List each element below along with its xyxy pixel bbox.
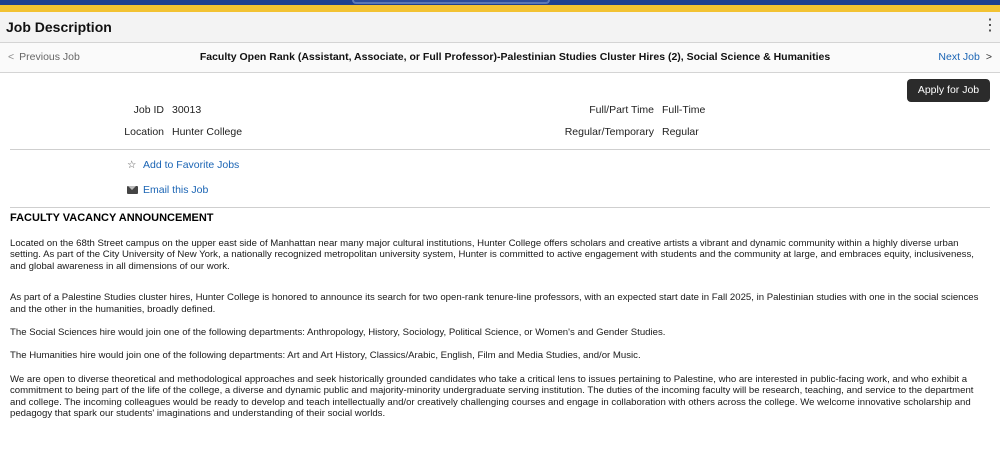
kebab-menu-icon[interactable]: ⋮ bbox=[982, 17, 998, 34]
location-value: Hunter College bbox=[172, 126, 243, 138]
description-paragraph: The Humanities hire would join one of the following departments: Art and Art History, Classics/Arabic, English, Film and Media Studies, and/or Music. bbox=[10, 350, 641, 362]
job-id-value: 30013 bbox=[172, 104, 202, 116]
envelope-icon bbox=[127, 186, 138, 194]
next-job-link[interactable] bbox=[938, 51, 992, 63]
description-paragraph: We are open to diverse theoretical and methodological approaches and seek historically grounded candidates who take a critical lens to issues pertaining to Palestine, who are interested in public-facing work, and who exhibit a commitment to being part of the life of the college, a diverse and dynamic public and majority-minority undergraduate serving institution. The duties of the incoming faculty will be research, teaching, and service to the department and college. The incoming colleagues would be ready to develop and teach intellectually and/or creatively challenging courses and engage in collaboration with others across the college. We welcome innovative scholarship and pedagogy that spark our students' imaginations and understanding of their social worlds. bbox=[10, 373, 974, 420]
chevron-left-icon: < bbox=[8, 51, 15, 63]
description-paragraph: The Social Sciences hire would join one of the following departments: Anthropology, History, Sociology, Political Science, or Women's and Gender Studies. bbox=[10, 327, 666, 339]
regular-temporary-label: Regular/Temporary bbox=[564, 126, 654, 138]
full-part-time-value: Full-Time bbox=[662, 104, 706, 116]
description-paragraph: As part of a Palestine Studies cluster hires, Hunter College is honored to announce its search for two open-rank tenure-line professors, with an expected start date in Fall 2025, in Palestinian studies with one in the social sciences and the other in the humanities, broadly defined. bbox=[10, 292, 979, 315]
page-header bbox=[0, 12, 1000, 43]
star-icon: ☆ bbox=[127, 159, 137, 171]
previous-job-link[interactable] bbox=[8, 51, 80, 63]
announcement-heading: FACULTY VACANCY ANNOUNCEMENT bbox=[10, 212, 214, 224]
next-job-label: Next Job bbox=[938, 51, 980, 63]
full-part-time-label: Full/Part Time bbox=[589, 104, 654, 116]
add-to-favorite-jobs-link[interactable] bbox=[127, 159, 239, 171]
browser-tab-edge bbox=[352, 0, 550, 4]
favorite-label: Add to Favorite Jobs bbox=[143, 159, 240, 171]
job-navigation-bar bbox=[0, 43, 1000, 73]
regular-temporary-value: Regular bbox=[662, 126, 699, 138]
job-title: Faculty Open Rank (Assistant, Associate, or Full Professor)-Palestinian Studies Cluster Hires (2), Social Science & Humanities bbox=[199, 51, 831, 63]
chevron-right-icon: > bbox=[985, 51, 992, 63]
brand-stripe bbox=[0, 0, 1000, 12]
email-this-job-link[interactable] bbox=[127, 184, 208, 196]
previous-job-label: Previous Job bbox=[19, 51, 80, 63]
email-label: Email this Job bbox=[143, 184, 209, 196]
apply-for-job-button[interactable]: Apply for Job bbox=[907, 79, 990, 102]
description-paragraph: Located on the 68th Street campus on the upper east side of Manhattan near many major cultural institutions, Hunter College offers scholars and creative artists a vibrant and dynamic community within a highly diverse urban setting. As part of the City University of New York, a nationally recognized metropolitan university system, Hunter is committed to active engagement with students and the community at large, and embraces equity, inclusiveness, and global awareness in all dimensions of our work. bbox=[10, 238, 974, 272]
divider bbox=[10, 149, 990, 150]
job-id-label: Job ID bbox=[133, 104, 164, 116]
divider bbox=[10, 207, 990, 208]
page-title: Job Description bbox=[6, 19, 112, 35]
location-label: Location bbox=[124, 126, 164, 138]
job-description-content bbox=[10, 212, 985, 419]
